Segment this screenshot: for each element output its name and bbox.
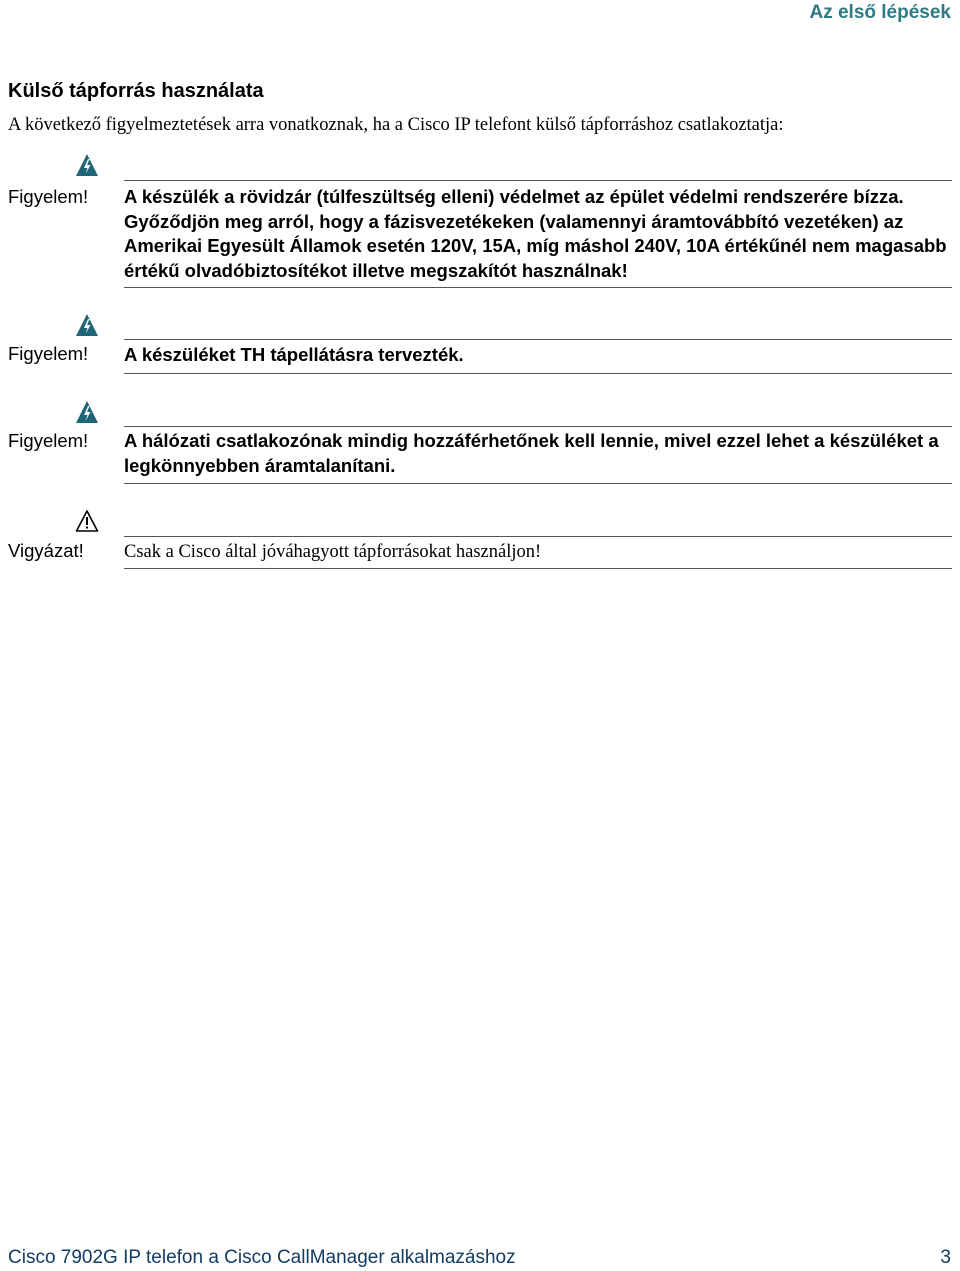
notice-text: A hálózati csatlakozónak mindig hozzáférhetőnek kell lennie, mivel ezzel lehet a készüléket a legkönnyebben áramtalanítani. [124, 430, 939, 476]
notice-text: A készüléket TH tápellátásra tervezték. [124, 344, 464, 365]
notice-text: Csak a Cisco által jóváhagyott tápforrásokat használjon! [124, 542, 542, 562]
page-number: 3 [940, 1247, 951, 1268]
notice-rule [124, 568, 952, 569]
section-title: Külső tápforrás használata [8, 80, 264, 102]
notice-rule [124, 483, 952, 484]
caution-icon [75, 509, 99, 533]
notice-label: Vigyázat! [8, 540, 84, 561]
footer-title: Cisco 7902G IP telefon a Cisco CallManager alkalmazáshoz [8, 1247, 516, 1268]
running-header: Az első lépések [809, 2, 951, 23]
notice-rule [124, 426, 952, 427]
notice-label: Figyelem! [8, 343, 89, 364]
intro-paragraph: A következő figyelmeztetések arra vonatkoznak, ha a Cisco IP telefont külső tápforráshoz csatlakoztatja: [8, 115, 784, 135]
electrical-warning-icon [75, 153, 99, 177]
notice-label: Figyelem! [8, 186, 89, 207]
notice-text: A készülék a rövidzár (túlfeszültség elleni) védelmet az épület védelmi rendszerére bízza. Győződjön meg arról, hogy a fázisvezetékeken (valamennyi áramtovábbító vezetéken) az Amerikai Egyesült Államok esetén 120V, 15A, míg máshol 240V, 10A értékűnél nem magasabb értékű olvadóbiztosítékot illetve megszakítót használnak! [124, 186, 947, 281]
notice-label: Figyelem! [8, 430, 89, 451]
notice-rule [124, 373, 952, 374]
notice-rule [124, 180, 952, 181]
notice-rule [124, 287, 952, 288]
notice-rule [124, 339, 952, 340]
electrical-warning-icon [75, 400, 99, 424]
notice-rule [124, 536, 952, 537]
electrical-warning-icon [75, 313, 99, 337]
